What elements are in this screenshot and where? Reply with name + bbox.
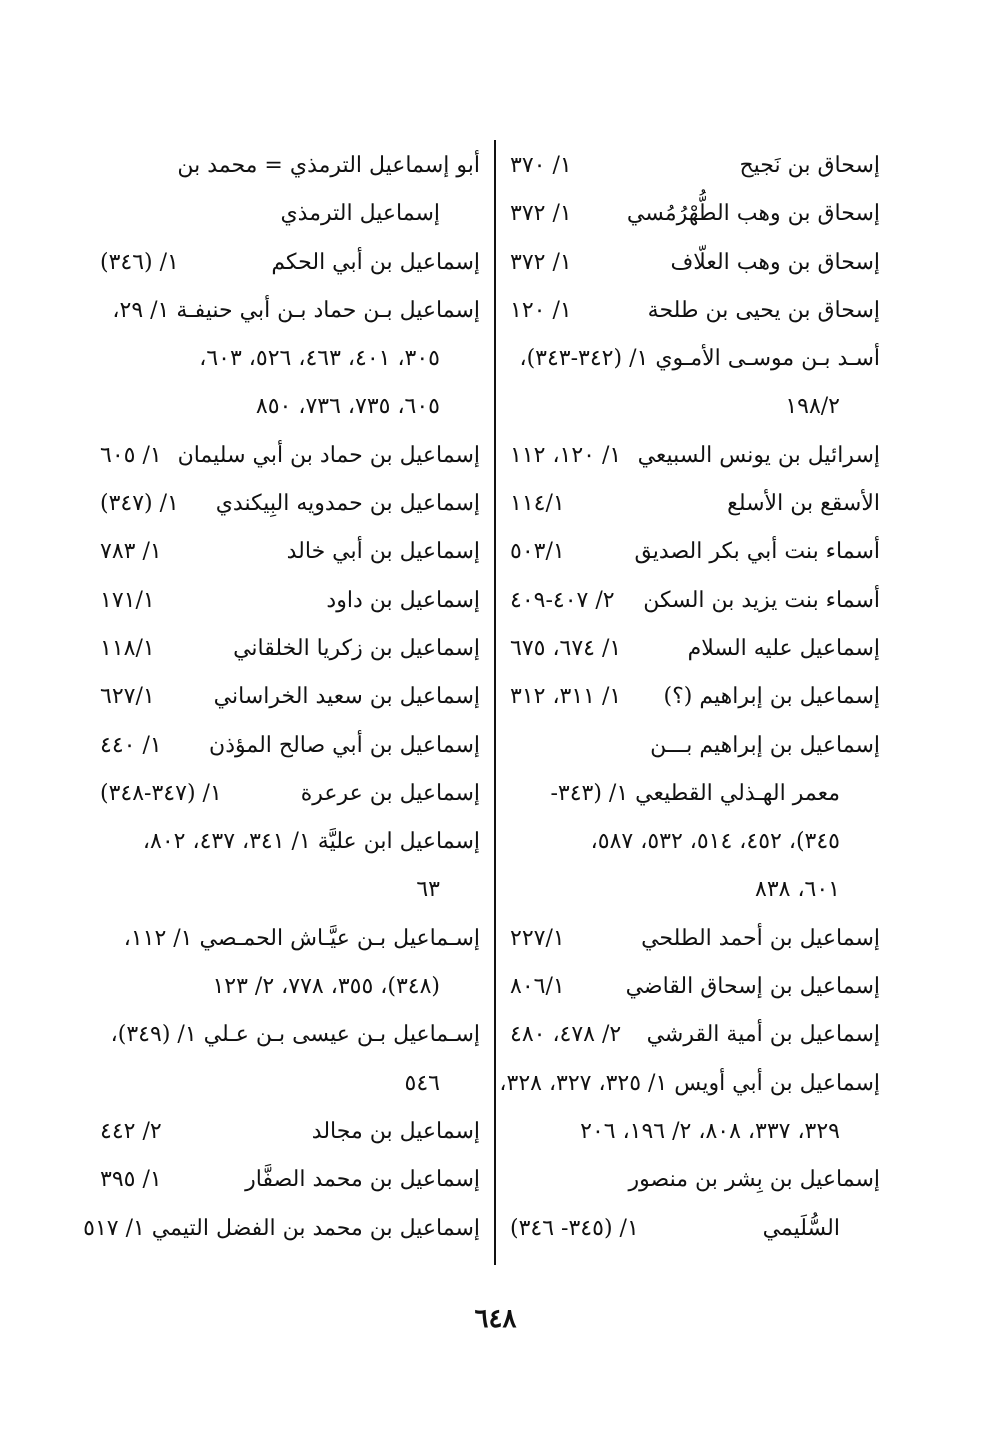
entry-text: معمر الهـذلي القطيعي ١/ (٣٤٣- <box>550 780 840 806</box>
entry-text: ٦٣ <box>416 877 440 903</box>
entry-ref: ١١٤/١ <box>510 491 565 517</box>
index-entry <box>83 1205 480 1253</box>
entry-ref: ١/ (٣٤٥- ٣٤٦) <box>510 1215 639 1241</box>
entry-text: إسماعيل ابن عليَّة ١/ ٣٤١، ٤٣٧، ٨٠٢، <box>142 829 480 855</box>
entry-ref: ٥٠٣/١ <box>510 539 565 565</box>
entry-ref: ٨٠٦/١ <box>510 974 565 1000</box>
entry-ref: ١/ ٣٧٠ <box>510 153 572 178</box>
entry-name: إسماعيل بن أبي الحكم <box>271 249 480 275</box>
entry-name: أسماء بنت أبي بكر الصديق <box>634 539 880 565</box>
entry-name: إسماعيل بن أحمد الطلحي <box>641 925 880 951</box>
index-entry <box>100 239 480 287</box>
column-divider <box>494 140 496 1265</box>
index-entry <box>100 190 480 238</box>
index-entry <box>510 1156 880 1204</box>
entry-text: ٦٠٥، ٧٣٥، ٧٣٦، ٨٥٠ <box>255 394 440 420</box>
index-entry <box>510 673 880 721</box>
index-entry <box>100 625 480 673</box>
entry-name: إسماعيل بن داود <box>326 587 480 613</box>
entry-text: إسماعيل بـن حماد بـن أبي حنيفـة ١/ ٢٩، <box>112 297 480 323</box>
index-entry <box>100 818 480 866</box>
index-entry <box>510 528 880 576</box>
entry-ref: ٦٢٧/١ <box>100 684 155 710</box>
entry-ref: ١/ ٣٩٥ <box>100 1167 162 1193</box>
index-entry <box>100 142 480 190</box>
entry-text: إسماعيل بن محمد بن الفضل التيمي ١/ ٥١٧ <box>83 1215 480 1241</box>
index-entry <box>510 915 880 963</box>
index-entry <box>100 1060 480 1108</box>
entry-name: إسماعيل عليه السلام <box>687 635 880 661</box>
index-entry <box>510 190 880 238</box>
entry-text: إسماعيل بن إبراهيم بـــن <box>650 732 880 758</box>
index-entry <box>510 432 880 480</box>
index-entry <box>510 866 880 914</box>
index-entry <box>510 287 880 335</box>
index-entry <box>100 383 480 431</box>
entry-name: إسماعيل بن عرعرة <box>300 780 480 806</box>
index-entry <box>510 770 880 818</box>
entry-name: السُّلَيمي <box>762 1215 840 1241</box>
index-entry <box>100 673 480 721</box>
index-entry <box>510 335 880 383</box>
entry-text: إسماعيل الترمذي <box>280 201 440 227</box>
entry-ref: ١/ (٣٤٦) <box>100 249 179 275</box>
entry-name: إسحاق بن وهب العلّاف <box>670 249 880 275</box>
entry-name: إسماعيل بن أمية القرشي <box>646 1022 880 1048</box>
entry-ref: ١/ ١٢٠، ١١٢ <box>510 442 622 468</box>
index-entry <box>100 335 480 383</box>
entry-name: إسماعيل بن إسحاق القاضي <box>625 974 880 1000</box>
index-entry <box>510 142 880 190</box>
entry-name: إسماعيل بن أبي صالح المؤذن <box>209 732 480 758</box>
entry-text: ٣٤٥)، ٤٥٢، ٥١٤، ٥٣٢، ٥٨٧، <box>590 829 840 855</box>
entry-ref: ٢/ ٤٤٢ <box>100 1118 162 1144</box>
entry-name: إسماعيل بن حماد بن أبي سليمان <box>177 442 480 468</box>
entry-text: ٦٠١، ٨٣٨ <box>755 877 840 903</box>
index-entry <box>100 1156 480 1204</box>
entry-text: ٥٤٦ <box>404 1070 440 1096</box>
index-entry <box>510 818 880 866</box>
entry-ref: ١٧١/١ <box>100 587 155 613</box>
entry-ref: ٢٢٧/١ <box>510 925 565 951</box>
index-entry <box>100 432 480 480</box>
entry-text: إسماعيل بن بِشر بن منصور <box>628 1167 880 1193</box>
index-entry <box>499 1060 880 1108</box>
index-entry <box>510 383 880 431</box>
entry-ref: ١/ ٦٧٤، ٦٧٥ <box>510 635 622 661</box>
left-column <box>83 142 480 1253</box>
entry-ref: ١/ ٦٠٥ <box>100 442 162 468</box>
index-entry <box>510 480 880 528</box>
index-entry <box>510 722 880 770</box>
index-entry <box>100 1011 480 1059</box>
index-entry <box>510 1108 880 1156</box>
entry-ref: ١/ ٧٨٣ <box>100 539 162 565</box>
index-entry <box>100 770 480 818</box>
entry-ref: ١/ (٣٤٧-٣٤٨) <box>100 780 222 806</box>
index-entry <box>100 287 480 335</box>
entry-name: أسماء بنت يزيد بن السكن <box>643 587 880 613</box>
entry-text: ٣٠٥، ٤٠١، ٤٦٣، ٥٢٦، ٦٠٣، <box>199 346 440 372</box>
entry-ref: ١/ ٣١١، ٣١٢ <box>510 684 622 710</box>
entry-text: ١٩٨/٢ <box>785 394 840 420</box>
page-number: ٦٤٨ <box>474 1304 517 1334</box>
index-entry <box>510 963 880 1011</box>
entry-name: إسماعيل بن إبراهيم (؟) <box>663 684 880 710</box>
index-entry <box>100 915 480 963</box>
index-entry <box>510 577 880 625</box>
entry-text: أسـد بـن موسـى الأمـوي ١/ (٣٤٢-٣٤٣)، <box>519 346 880 372</box>
entry-ref: ١١٨/١ <box>100 635 155 661</box>
index-entry <box>510 1205 880 1253</box>
index-entry <box>510 239 880 287</box>
entry-text: إسـماعيل بـن عيَّـاش الحمـصي ١/ ١١٢، <box>123 925 480 951</box>
entry-name: إسماعيل بن حمدويه البِيكندي <box>215 491 480 517</box>
index-entry <box>100 480 480 528</box>
entry-ref: ١/ ٣٧٢ <box>510 201 572 227</box>
entry-name: إسماعيل بن سعيد الخراساني <box>213 684 480 710</box>
right-column <box>499 142 880 1253</box>
index-entry <box>510 625 880 673</box>
index-entry <box>100 528 480 576</box>
entry-ref: ١/ ١٢٠ <box>510 297 572 323</box>
entry-ref: ١/ ٤٤٠ <box>100 732 162 758</box>
entry-name: إسحاق بن يحيى بن طلحة <box>647 297 880 323</box>
index-entry <box>100 963 480 1011</box>
entry-text: إسماعيل بن أبي أويس ١/ ٣٢٥، ٣٢٧، ٣٢٨، <box>499 1070 880 1096</box>
entry-ref: ٢/ ٤٠٧-٤٠٩ <box>510 587 615 613</box>
entry-name: إسماعيل بن أبي خالد <box>286 539 480 565</box>
entry-text: أبو إسماعيل الترمذي = محمد بن <box>177 153 480 178</box>
index-entry <box>100 722 480 770</box>
index-entry <box>100 1108 480 1156</box>
entry-name: إسحاق بن وهب الطُّهْرُمُسي <box>626 201 880 227</box>
entry-name: إسماعيل بن زكريا الخلقاني <box>233 635 480 661</box>
entry-ref: ١/ (٣٤٧) <box>100 491 179 517</box>
entry-name: إسماعيل بن محمد الصفَّار <box>245 1167 480 1193</box>
entry-name: إسرائيل بن يونس السبيعي <box>637 442 880 468</box>
index-entry <box>100 866 480 914</box>
entry-text: ٣٢٩، ٣٣٧، ٨٠٨، ٢/ ١٩٦، ٢٠٦ <box>580 1118 840 1144</box>
entry-name: إسحاق بن نَجيح <box>739 153 880 178</box>
index-entry <box>510 1011 880 1059</box>
entry-text: (٣٤٨)، ٣٥٥، ٧٧٨، ٢/ ١٢٣ <box>212 974 440 1000</box>
index-entry <box>100 577 480 625</box>
entry-name: إسماعيل بن مجالد <box>311 1118 480 1144</box>
entry-text: إسـماعيل بـن عيسى بـن عـلي ١/ (٣٤٩)، <box>110 1022 480 1048</box>
entry-name: الأسقع بن الأسلع <box>727 491 880 517</box>
entry-ref: ٢/ ٤٧٨، ٤٨٠ <box>510 1022 622 1048</box>
entry-ref: ١/ ٣٧٢ <box>510 249 572 275</box>
